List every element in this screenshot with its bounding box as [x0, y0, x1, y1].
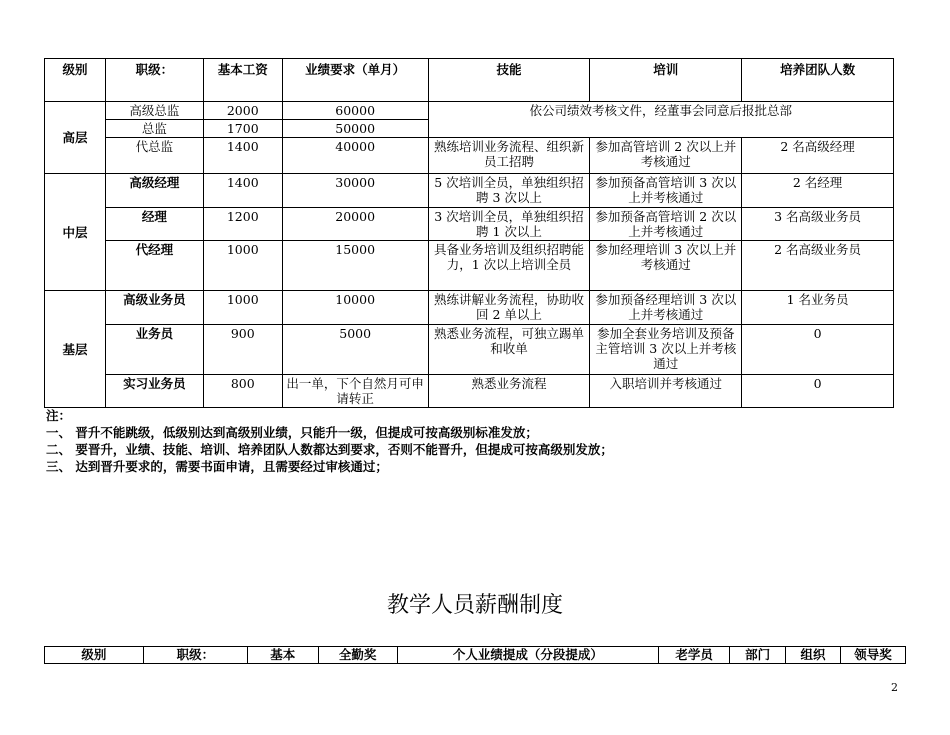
team-cell: 2 名高级经理	[742, 138, 894, 174]
header-salary: 基本工资	[203, 59, 282, 102]
notes-label: 注：	[46, 408, 72, 423]
table-row	[45, 102, 894, 120]
header-skill: 技能	[428, 59, 590, 102]
performance-cell: 40000	[282, 138, 428, 174]
performance-cell: 5000	[282, 325, 428, 375]
team-cell: 2 名经理	[742, 174, 894, 208]
header-rank: 职级：	[143, 647, 247, 664]
rank-cell: 业务员	[105, 325, 203, 375]
skill-cell: 熟悉业务流程，可独立踢单和收单	[428, 325, 590, 375]
table-header-row	[45, 647, 906, 664]
level-cell-senior: 高层	[45, 102, 106, 174]
performance-cell: 30000	[282, 174, 428, 208]
header-leadership-award: 领导奖	[841, 647, 906, 664]
performance-cell: 20000	[282, 208, 428, 241]
header-basic: 基本	[247, 647, 318, 664]
skill-cell: 熟练讲解业务流程，协助收回 2 单以上	[428, 291, 590, 325]
header-level: 级别	[45, 647, 144, 664]
table-row	[45, 174, 894, 208]
level-cell-junior: 基层	[45, 291, 106, 408]
training-cell: 参加经理培训 3 次以上并考核通过	[590, 241, 742, 291]
header-commission: 个人业绩提成（分段提成）	[397, 647, 659, 664]
header-level: 级别	[45, 59, 106, 102]
table-row	[45, 375, 894, 408]
skill-cell: 熟悉业务流程	[428, 375, 590, 408]
header-performance: 业绩要求（单月）	[282, 59, 428, 102]
header-old-students: 老学员	[659, 647, 730, 664]
skill-cell: 具备业务培训及组织招聘能力，1 次以上培训全员	[428, 241, 590, 291]
team-cell: 3 名高级业务员	[742, 208, 894, 241]
rank-cell: 实习业务员	[105, 375, 203, 408]
performance-cell: 出一单，下个自然月可申请转正	[282, 375, 428, 408]
training-cell: 参加高管培训 2 次以上并考核通过	[590, 138, 742, 174]
skill-cell: 5 次培训全员，单独组织招聘 3 次以上	[428, 174, 590, 208]
rank-cell: 代总监	[105, 138, 203, 174]
merged-note-cell: 依公司绩效考核文件，经董事会同意后报批总部	[428, 102, 893, 138]
training-cell: 参加预备高管培训 2 次以上并考核通过	[590, 208, 742, 241]
header-organization: 组织	[786, 647, 841, 664]
team-cell: 2 名高级业务员	[742, 241, 894, 291]
rank-cell: 高级总监	[105, 102, 203, 120]
salary-cell: 1700	[203, 120, 282, 138]
salary-cell: 900	[203, 325, 282, 375]
note-item: 三、 达到晋升要求的，需要书面申请，且需要经过审核通过；	[46, 459, 388, 474]
rank-cell: 经理	[105, 208, 203, 241]
page-number: 2	[891, 681, 898, 694]
training-cell: 入职培训并考核通过	[590, 375, 742, 408]
salary-cell: 1200	[203, 208, 282, 241]
training-cell: 参加预备经理培训 3 次以上并考核通过	[590, 291, 742, 325]
rank-cell: 高级业务员	[105, 291, 203, 325]
header-training: 培训	[590, 59, 742, 102]
rank-cell: 高级经理	[105, 174, 203, 208]
salary-cell: 800	[203, 375, 282, 408]
training-cell: 参加预备高管培训 3 次以上并考核通过	[590, 174, 742, 208]
header-rank: 职级：	[105, 59, 203, 102]
notes-section	[46, 407, 613, 475]
salary-cell: 1000	[203, 241, 282, 291]
performance-cell: 10000	[282, 291, 428, 325]
table-row	[45, 325, 894, 375]
salary-cell: 1400	[203, 138, 282, 174]
skill-cell: 3 次培训全员，单独组织招聘 1 次以上	[428, 208, 590, 241]
salary-cell: 1400	[203, 174, 282, 208]
note-item: 二、 要晋升，业绩、技能、培训、培养团队人数都达到要求，否则不能晋升，但提成可按高级别发放；	[46, 442, 613, 457]
performance-cell: 60000	[282, 102, 428, 120]
header-attendance-bonus: 全勤奖	[318, 647, 397, 664]
section-title: 教学人员薪酬制度	[386, 593, 563, 618]
table-row	[45, 138, 894, 174]
table-header-row	[45, 59, 894, 102]
note-item: 一、 晋升不能跳级，低级别达到高级别业绩，只能升一级，但提成可按高级别标准发放；	[46, 425, 538, 440]
team-cell: 0	[742, 375, 894, 408]
header-team: 培养团队人数	[742, 59, 894, 102]
promotion-table	[44, 58, 894, 408]
level-cell-middle: 中层	[45, 174, 106, 291]
performance-cell: 50000	[282, 120, 428, 138]
table-row	[45, 208, 894, 241]
performance-cell: 15000	[282, 241, 428, 291]
rank-cell: 总监	[105, 120, 203, 138]
team-cell: 0	[742, 325, 894, 375]
salary-cell: 1000	[203, 291, 282, 325]
table-row	[45, 291, 894, 325]
training-cell: 参加全套业务培训及预备主管培训 3 次以上并考核通过	[590, 325, 742, 375]
skill-cell: 熟练培训业务流程、组织新员工招聘	[428, 138, 590, 174]
salary-cell: 2000	[203, 102, 282, 120]
teaching-salary-table	[44, 646, 906, 664]
header-department: 部门	[730, 647, 786, 664]
team-cell: 1 名业务员	[742, 291, 894, 325]
rank-cell: 代经理	[105, 241, 203, 291]
table-row	[45, 241, 894, 291]
